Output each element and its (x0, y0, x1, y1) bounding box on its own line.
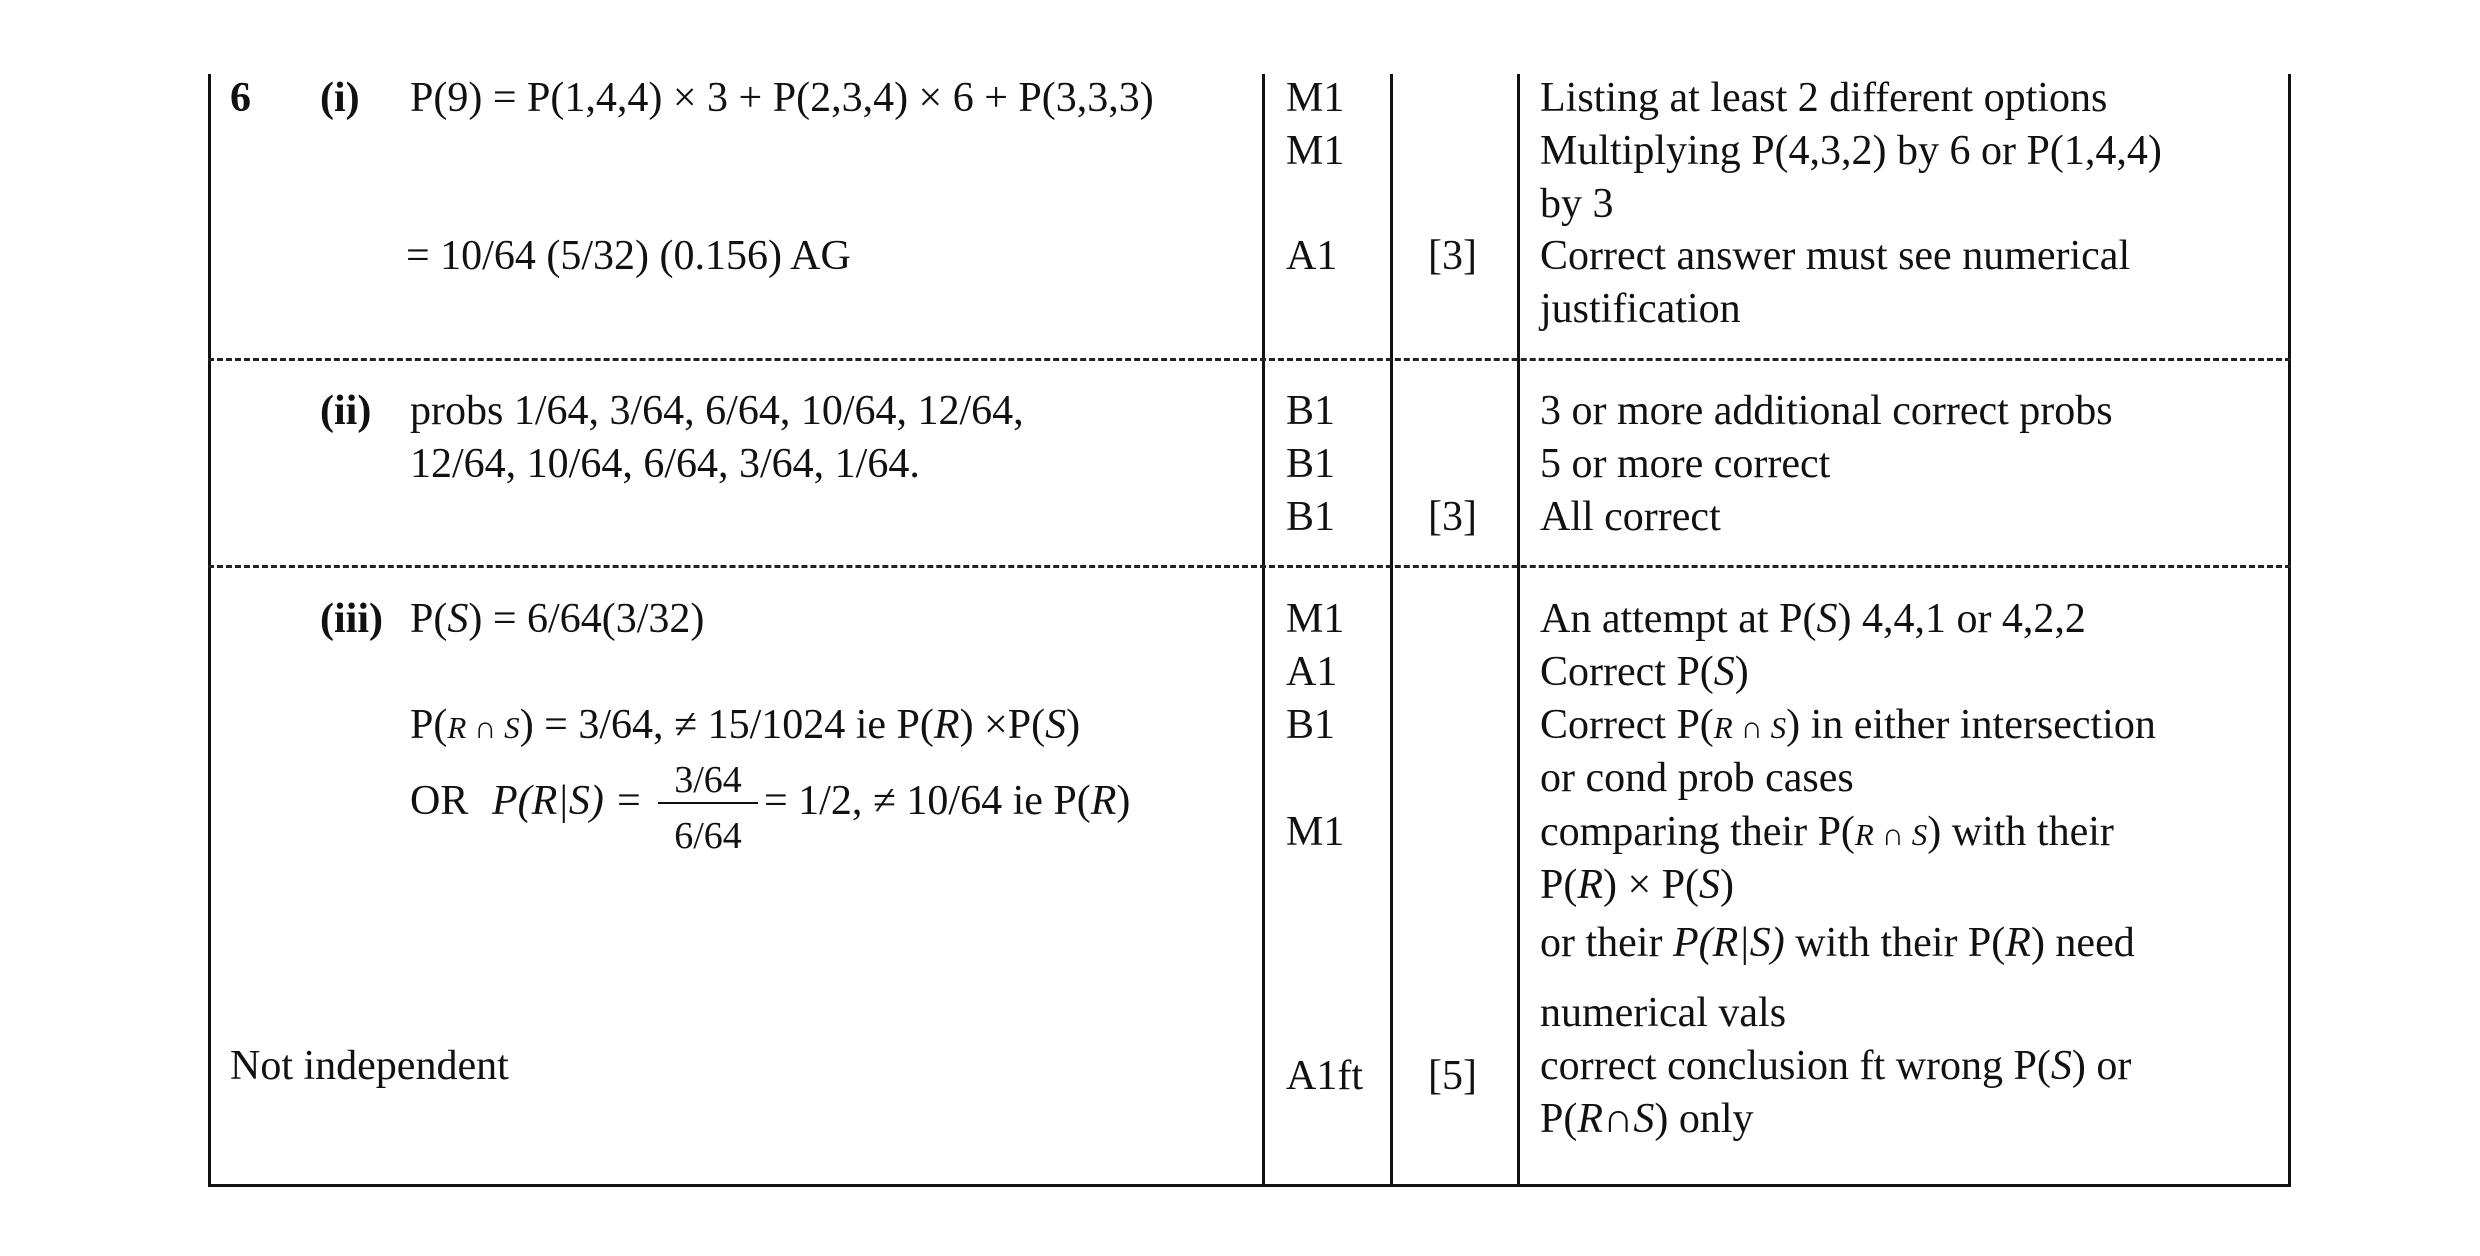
guidance-ii-2: 5 or more correct (1540, 441, 1831, 487)
mark-ii-2: B1 (1286, 441, 1336, 487)
guidance-iii-6: P(R) × P(S) (1540, 862, 1735, 908)
mark-iii-5: A1ft (1286, 1053, 1363, 1099)
answer-i-line-2: = 10/64 (5/32) (0.156) AG (406, 233, 851, 279)
fraction-denominator: 6/64 (674, 815, 742, 857)
mark-i-2: M1 (1286, 128, 1345, 174)
part-label-i: (i) (320, 75, 360, 121)
row-divider-dashed-1 (208, 358, 2291, 361)
answer-ii-line-1: probs 1/64, 3/64, 6/64, 10/64, 12/64, (410, 388, 1024, 434)
mark-iii-1: M1 (1286, 596, 1345, 642)
mark-i-3: A1 (1286, 233, 1338, 279)
mark-iii-4: M1 (1286, 809, 1345, 855)
answer-iii-ps: P(S) = 6/64(3/32) (410, 596, 705, 642)
guidance-iii-2: Correct P(S) (1540, 649, 1749, 695)
fraction-numerator: 3/64 (674, 759, 742, 801)
total-iii: [5] (1428, 1053, 1477, 1099)
guidance-iii-4: or cond prob cases (1540, 755, 1854, 801)
table-right-border (2288, 74, 2291, 1186)
table-bottom-border (208, 1184, 2291, 1187)
total-ii: [3] (1428, 494, 1477, 540)
answer-ii-line-2: 12/64, 10/64, 6/64, 3/64, 1/64. (410, 441, 920, 487)
question-number: 6 (230, 75, 251, 121)
answer-iii-or-label: OR (410, 778, 469, 824)
guidance-iii-9: correct conclusion ft wrong P(S) or (1540, 1043, 2132, 1089)
guidance-iii-10: P(R∩S) only (1540, 1096, 1754, 1142)
table-left-border (208, 74, 211, 1186)
guidance-i-4: Correct answer must see numerical (1540, 233, 2131, 279)
part-label-ii: (ii) (320, 388, 372, 434)
guidance-iii-8: numerical vals (1540, 990, 1787, 1036)
guidance-iii-1: An attempt at P(S) 4,4,1 or 4,2,2 (1540, 596, 2086, 642)
column-divider-answer-mark (1262, 74, 1265, 1186)
part-label-iii: (iii) (320, 596, 383, 642)
total-i: [3] (1428, 233, 1477, 279)
guidance-i-1: Listing at least 2 different options (1540, 75, 2108, 121)
guidance-ii-3: All correct (1540, 494, 1721, 540)
guidance-iii-3: Correct P(R ∩ S) in either intersection (1540, 702, 2156, 748)
column-divider-mark-total (1390, 74, 1393, 1186)
guidance-ii-1: 3 or more additional correct probs (1540, 388, 2113, 434)
mark-iii-3: B1 (1286, 702, 1336, 748)
answer-i-line-1: P(9) = P(1,4,4) × 3 + P(2,3,4) × 6 + P(3,3,3) (410, 75, 1154, 121)
guidance-i-3: by 3 (1540, 181, 1614, 227)
guidance-iii-5: comparing their P(R ∩ S) with their (1540, 809, 2114, 855)
guidance-i-2: Multiplying P(4,3,2) by 6 or P(1,4,4) (1540, 128, 2162, 174)
mark-ii-1: B1 (1286, 388, 1336, 434)
answer-iii-cond-prob: P(R|S) = (492, 778, 643, 824)
answer-iii-intersection: P(R ∩ S) = 3/64, ≠ 15/1024 ie P(R) ×P(S) (410, 702, 1081, 748)
answer-iii-or-rest: = 1/2, ≠ 10/64 ie P(R) (764, 778, 1131, 824)
mark-iii-2: A1 (1286, 649, 1338, 695)
mark-ii-3: B1 (1286, 494, 1336, 540)
answer-iii-conclusion: Not independent (230, 1043, 509, 1089)
column-divider-total-guidance (1517, 74, 1520, 1186)
row-divider-dashed-2 (208, 565, 2291, 568)
guidance-i-5: justification (1540, 286, 1741, 332)
fraction-bar (658, 802, 758, 804)
guidance-iii-7: or their P(R|S) with their P(R) need (1540, 920, 2135, 966)
mark-i-1: M1 (1286, 75, 1345, 121)
